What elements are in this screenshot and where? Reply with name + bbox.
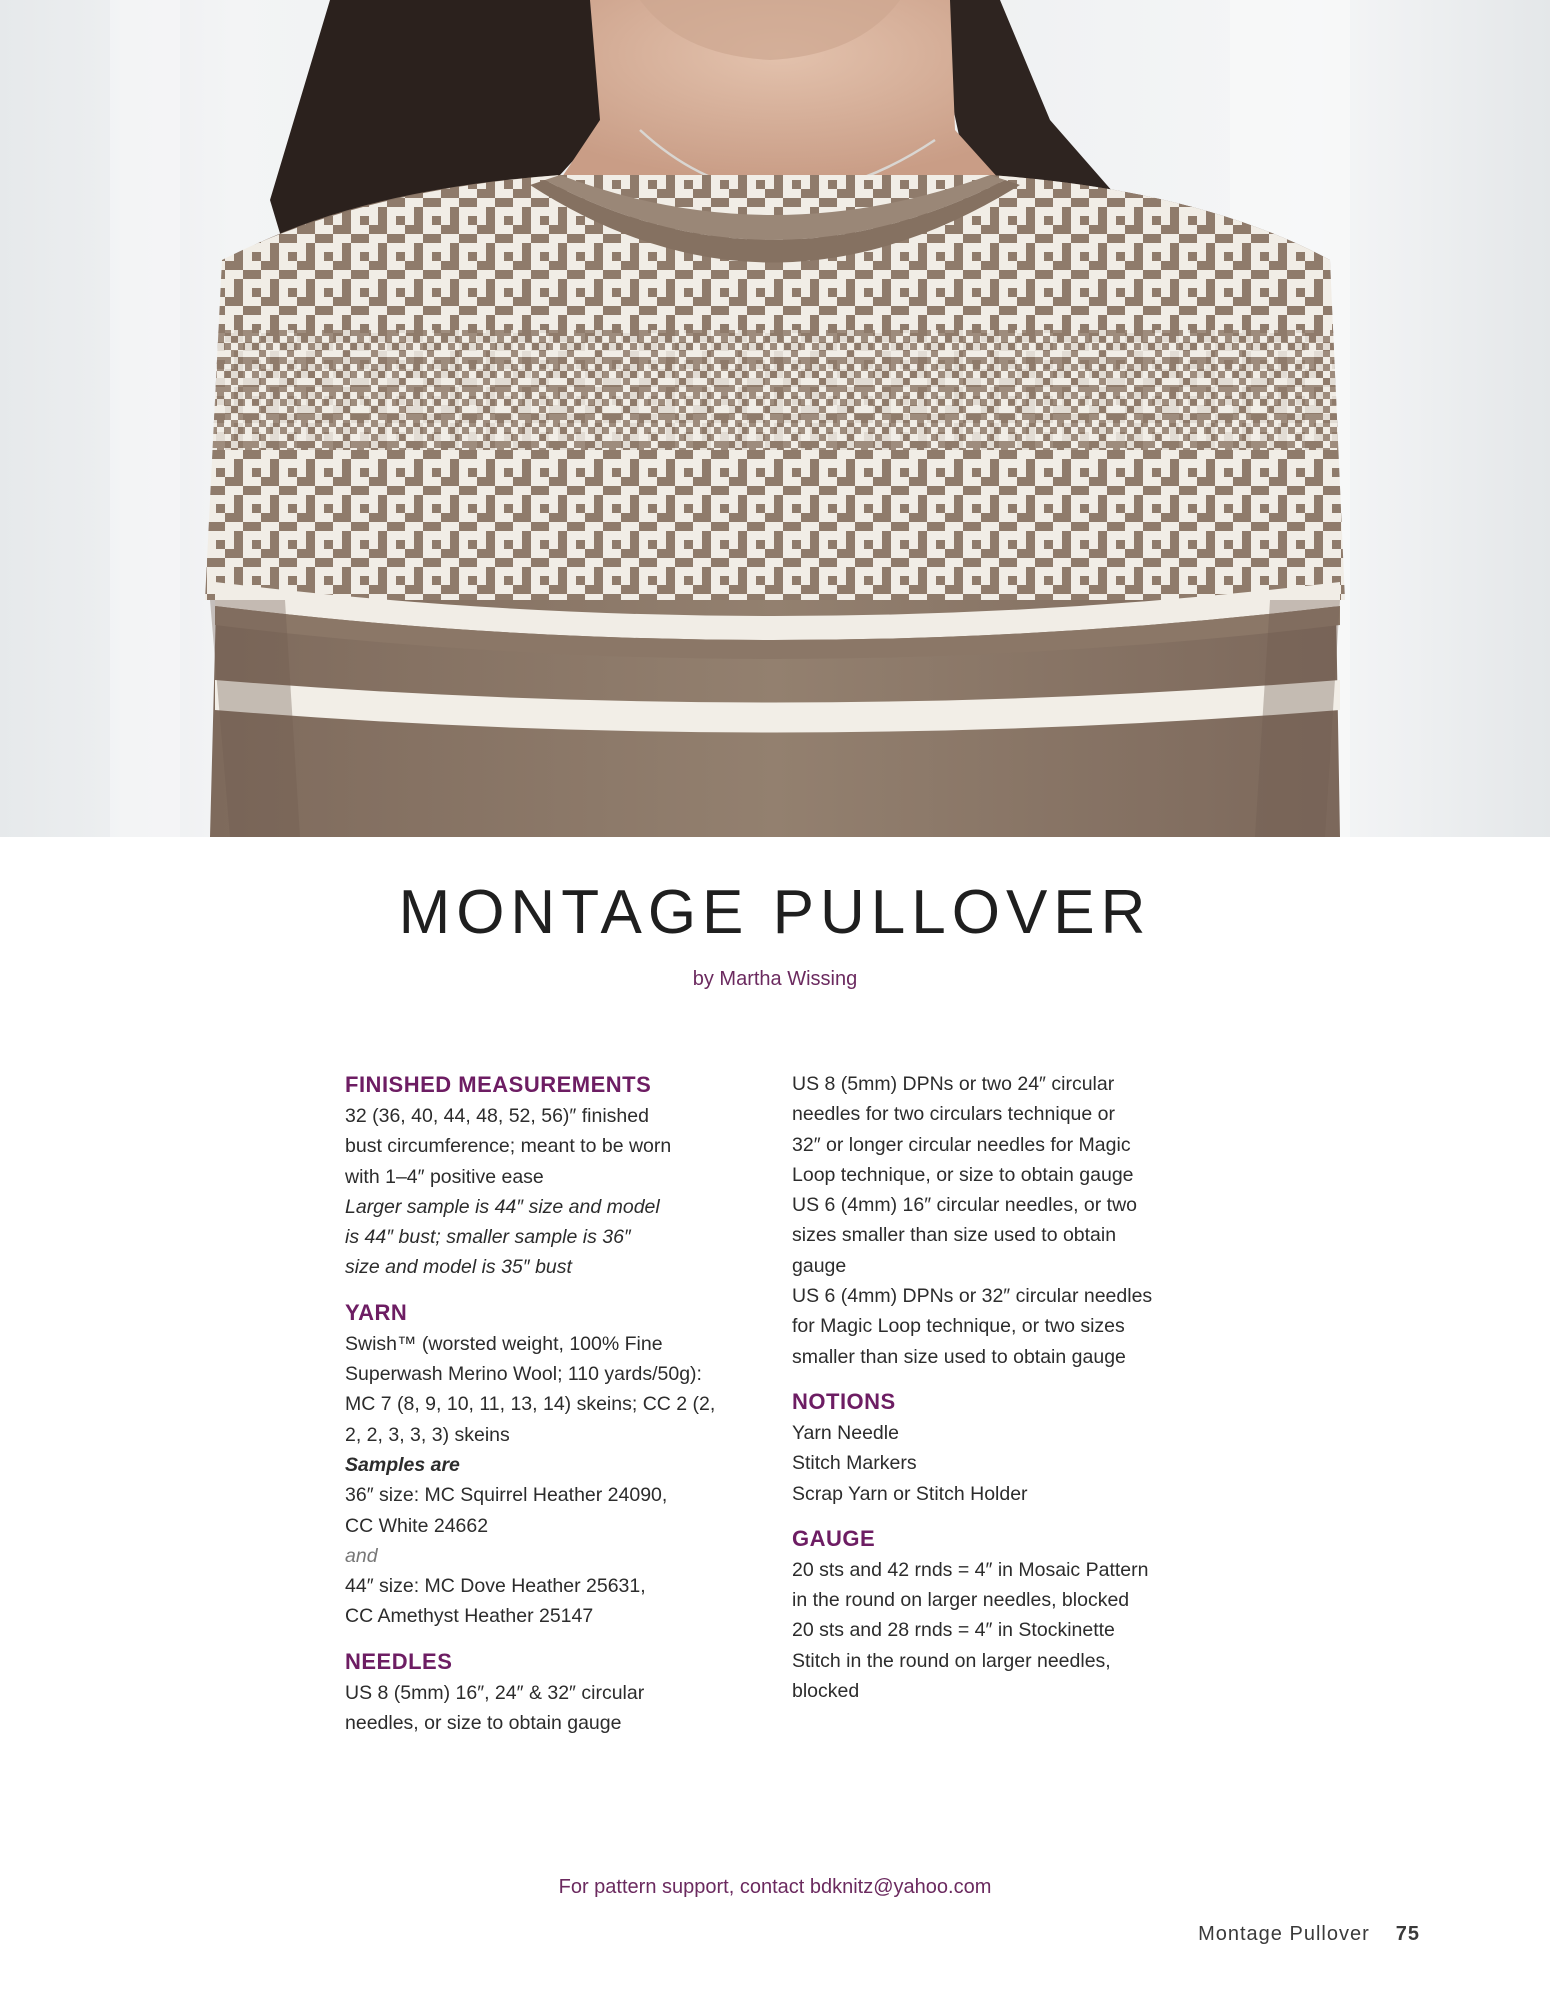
needles-section (345, 1646, 775, 1739)
needles-line: for Magic Loop technique, or two sizes (792, 1315, 1125, 1338)
samples-label: Samples are (345, 1453, 460, 1476)
notions-heading: NOTIONS (792, 1388, 896, 1414)
needles-line: gauge (792, 1254, 847, 1277)
sample-line: CC White 24662 (345, 1514, 489, 1537)
page-title: MONTAGE PULLOVER (398, 878, 1152, 947)
folio-title: Montage Pullover (1198, 1923, 1370, 1945)
sample-note-line: is 44″ bust; smaller sample is 36″ (345, 1226, 631, 1249)
needles-line: 32″ or longer circular needles for Magic (792, 1133, 1131, 1156)
left-column (345, 1069, 775, 1752)
sample-line: 36″ size: MC Squirrel Heather 24090, (345, 1484, 668, 1507)
needles-line: Loop technique, or size to obtain gauge (792, 1163, 1134, 1186)
needles-line: sizes smaller than size used to obtain (792, 1224, 1117, 1247)
and-label: and (345, 1544, 378, 1567)
finished-line: bust circumference; meant to be worn (345, 1135, 672, 1158)
needles-line: smaller than size used to obtain gauge (792, 1345, 1126, 1368)
finished-measurements-heading: FINISHED MEASUREMENTS (345, 1072, 652, 1097)
gauge-line: in the round on larger needles, blocked (792, 1589, 1130, 1612)
needles-line: US 6 (4mm) 16″ circular needles, or two (792, 1194, 1138, 1217)
notions-line: Scrap Yarn or Stitch Holder (792, 1482, 1028, 1505)
page-folio (1198, 1923, 1420, 1946)
sample-note-line: size and model is 35″ bust (345, 1256, 572, 1279)
sweater-photo (0, 0, 1550, 837)
notions-line: Stitch Markers (792, 1452, 917, 1475)
page-number: 75 (1395, 1923, 1420, 1945)
needles-line: US 6 (4mm) DPNs or 32″ circular needles (792, 1285, 1153, 1308)
sample-line: CC Amethyst Heather 25147 (345, 1605, 594, 1628)
gauge-heading: GAUGE (792, 1525, 876, 1551)
yarn-line: Swish™ (worsted weight, 100% Fine (345, 1332, 663, 1355)
gauge-section (792, 1523, 1222, 1706)
finished-measurements-section (345, 1069, 775, 1283)
gauge-line: 20 sts and 42 rnds = 4″ in Mosaic Pattern (792, 1558, 1149, 1581)
needles-heading: NEEDLES (345, 1648, 453, 1674)
needles-line: US 8 (5mm) 16″, 24″ & 32″ circular (345, 1681, 645, 1704)
needles-line: US 8 (5mm) DPNs or two 24″ circular (792, 1073, 1115, 1095)
sample-note-line: Larger sample is 44″ size and model (345, 1195, 660, 1218)
right-column (792, 1069, 1222, 1720)
pattern-support-note: For pattern support, contact bdknitz@yahoo.com (558, 1876, 992, 1898)
yarn-section (345, 1297, 775, 1632)
gauge-line: blocked (792, 1680, 860, 1703)
gauge-line: 20 sts and 28 rnds = 4″ in Stockinette (792, 1619, 1115, 1642)
notions-line: Yarn Needle (792, 1421, 899, 1444)
yarn-line: MC 7 (8, 9, 10, 11, 13, 14) skeins; CC 2 (2, (345, 1393, 716, 1416)
yarn-line: 2, 2, 3, 3, 3) skeins (345, 1423, 510, 1446)
sample-line: 44″ size: MC Dove Heather 25631, (345, 1575, 646, 1598)
yarn-heading: YARN (345, 1299, 408, 1325)
gauge-line: Stitch in the round on larger needles, (792, 1649, 1111, 1672)
needles-continued-section (792, 1069, 1222, 1372)
needles-line: needles for two circulars technique or (792, 1103, 1115, 1126)
byline: by Martha Wissing (692, 968, 858, 990)
notions-section (792, 1386, 1222, 1509)
finished-line: 32 (36, 40, 44, 48, 52, 56)″ finished (345, 1105, 649, 1127)
needles-line: needles, or size to obtain gauge (345, 1712, 622, 1735)
yarn-line: Superwash Merino Wool; 110 yards/50g): (345, 1363, 702, 1386)
finished-line: with 1–4″ positive ease (345, 1165, 544, 1188)
